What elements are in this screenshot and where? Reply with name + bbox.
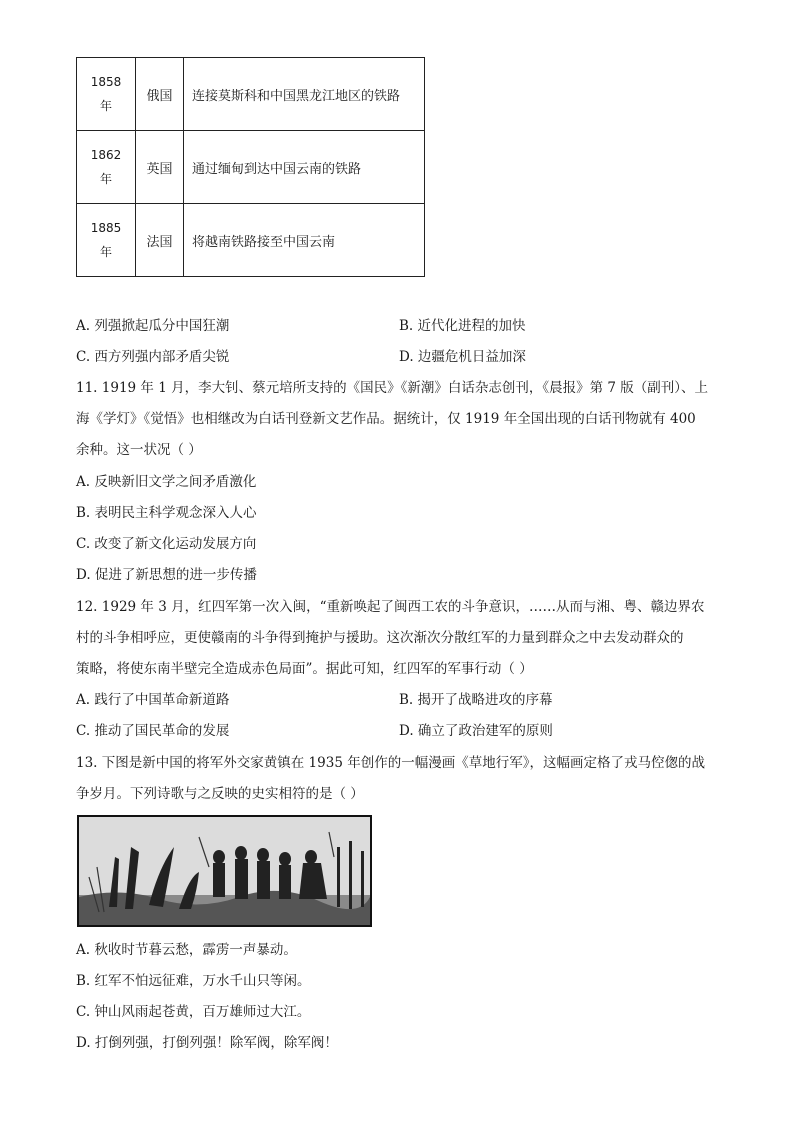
q13-option-b[interactable]: B. 红军不怕远征难，万水千山只等闲。 — [76, 973, 311, 989]
q10-option-a[interactable]: A. 列强掀起瓜分中国狂潮 — [76, 318, 230, 334]
year-number: 1858 — [90, 75, 122, 89]
q13-option-d[interactable]: D. 打倒列强，打倒列强！除军阀，除军阀！ — [76, 1035, 338, 1051]
q11-stem-line: 余种。这一状况（ ） — [76, 442, 202, 458]
year-unit: 年 — [99, 245, 112, 259]
q12-stem-line: 12. 1929 年 3 月，红四军第一次入闽，“重新唤起了闽西工农的斗争意识，……从而与湘、粤、赣边界农 — [76, 599, 705, 615]
q12-option-b[interactable]: B. 揭开了战略进攻的序幕 — [399, 692, 553, 708]
country-cell: 法国 — [136, 204, 184, 277]
q13-stem-line: 争岁月。下列诗歌与之反映的史实相符的是（ ） — [76, 786, 364, 802]
q11-option-b[interactable]: B. 表明民主科学观念深入人心 — [76, 505, 257, 521]
q10-option-c[interactable]: C. 西方列强内部矛盾尖锐 — [76, 349, 230, 365]
country-cell: 俄国 — [136, 58, 184, 131]
q12-stem-line: 村的斗争相呼应，更使赣南的斗争得到掩护与援助。这次渐次分散红军的力量到群众之中去发动群众的 — [76, 630, 684, 646]
q11-option-d[interactable]: D. 促进了新思想的进一步传播 — [76, 567, 257, 583]
q11-stem-line: 海《学灯》《觉悟》也相继改为白话刊登新文艺作品。据统计，仅 1919 年全国出现的白话刊物就有 400 — [76, 411, 696, 427]
year-cell — [77, 204, 136, 277]
q13-stem-line: 13. 下图是新中国的将军外交家黄镇在 1935 年创作的一幅漫画《草地行军》，这幅画定格了戎马倥偬的战 — [76, 755, 705, 771]
year-unit: 年 — [99, 99, 112, 113]
q13-option-c[interactable]: C. 钟山风雨起苍黄，百万雄师过大江。 — [76, 1004, 311, 1020]
march-cartoon-image — [77, 815, 372, 927]
railway-table — [76, 57, 425, 277]
q10-option-d[interactable]: D. 边疆危机日益加深 — [399, 349, 526, 365]
description-cell: 将越南铁路接至中国云南 — [184, 204, 425, 277]
q11-option-a[interactable]: A. 反映新旧文学之间矛盾激化 — [76, 474, 257, 490]
year-number: 1862 — [90, 148, 122, 162]
year-cell — [77, 58, 136, 131]
description-cell: 通过缅甸到达中国云南的铁路 — [184, 131, 425, 204]
year-cell — [77, 131, 136, 204]
q11-option-c[interactable]: C. 改变了新文化运动发展方向 — [76, 536, 257, 552]
q10-option-b[interactable]: B. 近代化进程的加快 — [399, 318, 526, 334]
q12-option-a[interactable]: A. 践行了中国革命新道路 — [76, 692, 230, 708]
q12-stem-line: 策略，将使东南半壁完全造成赤色局面”。据此可知，红四军的军事行动（ ） — [76, 661, 533, 677]
q13-option-a[interactable]: A. 秋收时节暮云愁，霹雳一声暴动。 — [76, 942, 297, 958]
table-row — [77, 131, 425, 204]
q12-option-c[interactable]: C. 推动了国民革命的发展 — [76, 723, 230, 739]
description-cell: 连接莫斯科和中国黑龙江地区的铁路 — [184, 58, 425, 131]
year-unit: 年 — [99, 172, 112, 186]
year-number: 1885 — [90, 221, 122, 235]
q12-option-d[interactable]: D. 确立了政治建军的原则 — [399, 723, 553, 739]
march-cartoon-drawing — [79, 817, 370, 925]
table-row — [77, 58, 425, 131]
q11-stem-line: 11. 1919 年 1 月，李大钊、蔡元培所支持的《国民》《新潮》白话杂志创刊，《晨报》第 7 版（副刊）、上 — [76, 380, 709, 396]
country-cell: 英国 — [136, 131, 184, 204]
table-row — [77, 204, 425, 277]
